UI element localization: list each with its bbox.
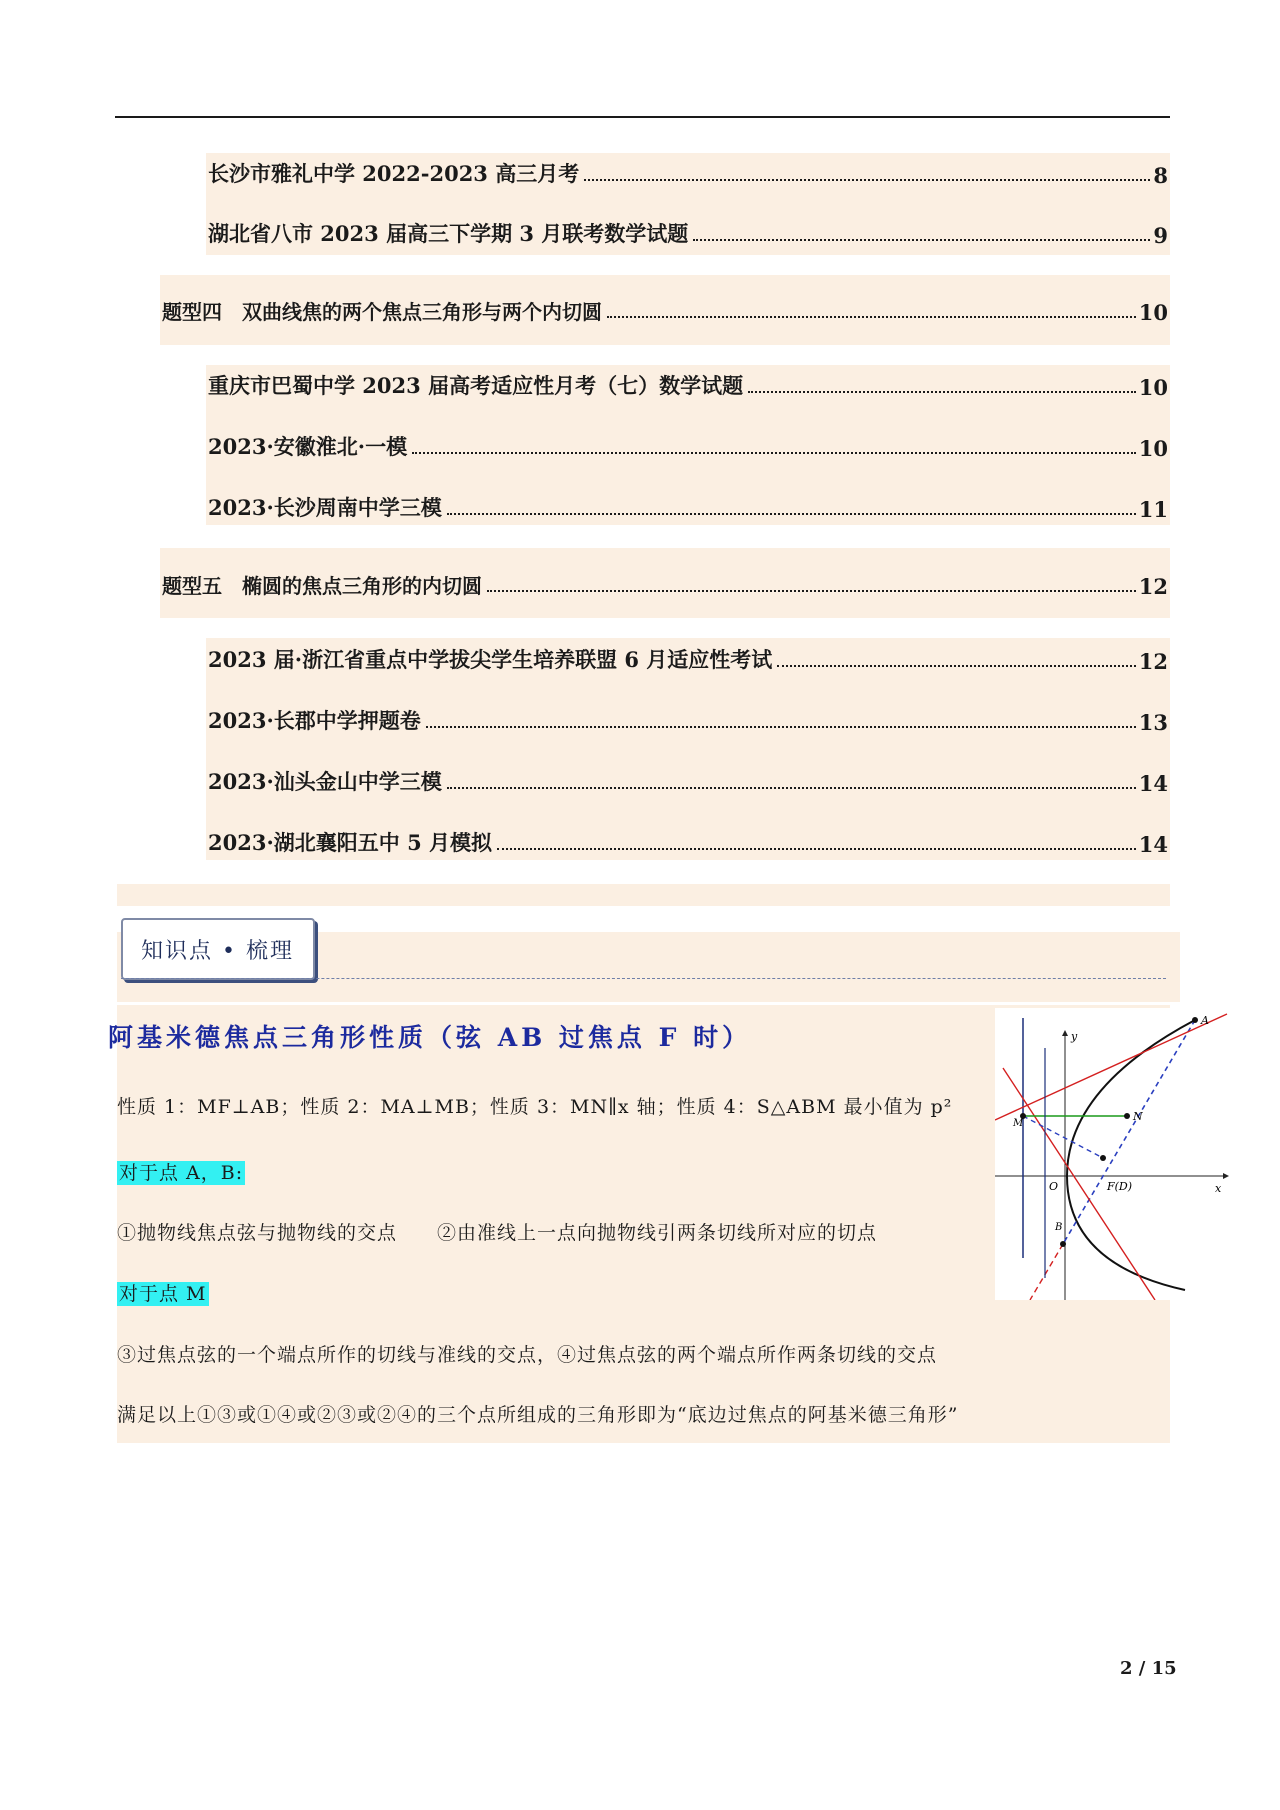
point-a: [1192, 1017, 1198, 1023]
dashed-divider: [121, 978, 1166, 979]
toc-entry[interactable]: [208, 431, 1168, 461]
toc-entry-title: 重庆市巴蜀中学 2023 届高考适应性月考（七）数学试题: [208, 370, 745, 400]
point-m-line: ③过焦点弦的一个端点所作的切线与准线的交点，④过焦点弦的两个端点所作两条切线的交点: [117, 1344, 938, 1366]
toc-entry-title: 长沙市雅礼中学 2022-2023 高三月考: [208, 158, 581, 188]
toc-entry[interactable]: [208, 370, 1168, 400]
y-axis-arrow: [1062, 1030, 1068, 1036]
point-b: [1060, 1241, 1066, 1247]
label-x: x: [1215, 1182, 1222, 1195]
toc-entry[interactable]: [208, 492, 1168, 522]
focal-chord: [1063, 1020, 1195, 1244]
toc-entry-page: 13: [1138, 710, 1168, 735]
label-b: B: [1055, 1222, 1063, 1233]
toc-entry-title: 2023·长沙周南中学三模: [208, 492, 444, 522]
toc-entry-page: 10: [1138, 436, 1168, 461]
label-n: N: [1133, 1110, 1143, 1123]
properties-line: 性质 1：MF⊥AB；性质 2：MA⊥MB；性质 3：MN∥x 轴；性质 4：S△ABM 最小值为 p²: [117, 1096, 953, 1118]
toc-entry-title: 2023·湖北襄阳五中 5 月模拟: [208, 827, 494, 857]
toc-entry-page: 8: [1153, 163, 1168, 188]
toc-entry-title: 湖北省八市 2023 届高三下学期 3 月联考数学试题: [208, 218, 690, 248]
toc-leader: [777, 665, 1135, 667]
toc-leader: [412, 452, 1136, 454]
toc-entry-page: 11: [1138, 497, 1168, 522]
toc-entry-title: 2023·汕头金山中学三模: [208, 766, 444, 796]
toc-entry-page: 9: [1153, 223, 1168, 248]
toc-bottom-band: [117, 884, 1170, 906]
toc-entry-page: 10: [1138, 375, 1168, 400]
label-points-ab-text: 对于点 A，B:: [119, 1162, 244, 1184]
label-f: F(D): [1107, 1180, 1133, 1193]
toc-leader: [426, 726, 1136, 728]
toc-leader: [693, 239, 1150, 241]
toc-entry-page: 14: [1138, 771, 1168, 796]
x-axis-arrow: [1223, 1173, 1229, 1179]
toc-leader: [447, 513, 1136, 515]
toc-entry[interactable]: [208, 644, 1168, 674]
toc-entry[interactable]: [208, 766, 1168, 796]
label-y: y: [1071, 1030, 1078, 1043]
knowledge-header-label: 知识点 • 梳理: [141, 939, 294, 964]
points-ab-line: ①抛物线焦点弦与抛物线的交点 ②由准线上一点向抛物线引两条切线所对应的切点: [117, 1222, 878, 1244]
conclusion-line: 满足以上①③或①④或②③或②④的三个点所组成的三角形即为“底边过焦点的阿基米德三角形”: [117, 1404, 959, 1426]
label-points-ab: [117, 1158, 245, 1185]
toc-entry-page: 12: [1138, 649, 1168, 674]
point-n: [1124, 1113, 1130, 1119]
top-rule: [115, 116, 1170, 118]
toc-leader: [748, 391, 1136, 393]
label-m: M: [1013, 1118, 1024, 1129]
section-title: 阿基米德焦点三角形性质（弦 AB 过焦点 F 时）: [108, 1023, 752, 1052]
toc-entry-title: 2023·长郡中学押题卷: [208, 705, 423, 735]
point-f: [1100, 1155, 1106, 1161]
toc-entry[interactable]: [208, 158, 1168, 188]
toc-section-page: 10: [1138, 300, 1168, 325]
toc-leader: [487, 590, 1136, 592]
segment-mf: [1023, 1116, 1103, 1158]
toc-section-title: 题型四 双曲线焦的两个焦点三角形与两个内切圆: [162, 296, 604, 325]
toc-entry-title: 2023 届·浙江省重点中学拔尖学生培养联盟 6 月适应性考试: [208, 644, 774, 674]
toc-section-page: 12: [1138, 574, 1168, 599]
toc-entry[interactable]: [208, 705, 1168, 735]
toc-section-title: 题型五 椭圆的焦点三角形的内切圆: [162, 570, 484, 599]
label-point-m-text: 对于点 M: [119, 1283, 207, 1305]
parabola-diagram: [995, 1008, 1233, 1300]
toc-entry[interactable]: [208, 827, 1168, 857]
tangent-at-a: [995, 1014, 1227, 1120]
toc-leader: [607, 316, 1136, 318]
label-a: A: [1201, 1014, 1209, 1027]
toc-leader: [497, 848, 1136, 850]
toc-section-type5[interactable]: [162, 569, 1168, 599]
toc-entry-title: 2023·安徽淮北·一模: [208, 431, 409, 461]
label-o: O: [1049, 1180, 1059, 1193]
label-point-m: [117, 1279, 209, 1306]
toc-leader: [584, 179, 1150, 181]
chord-extension: [1030, 1244, 1063, 1300]
toc-leader: [447, 787, 1136, 789]
toc-section-type4[interactable]: [162, 295, 1168, 325]
parabola-curve: [1067, 1020, 1195, 1290]
page-number: 2 / 15: [1120, 1658, 1177, 1679]
toc-entry-page: 14: [1138, 832, 1168, 857]
tangent-at-b: [1003, 1068, 1155, 1300]
toc-entry[interactable]: [208, 218, 1168, 248]
knowledge-header-box: [121, 918, 315, 980]
archimedes-triangle-figure: [995, 1008, 1233, 1300]
